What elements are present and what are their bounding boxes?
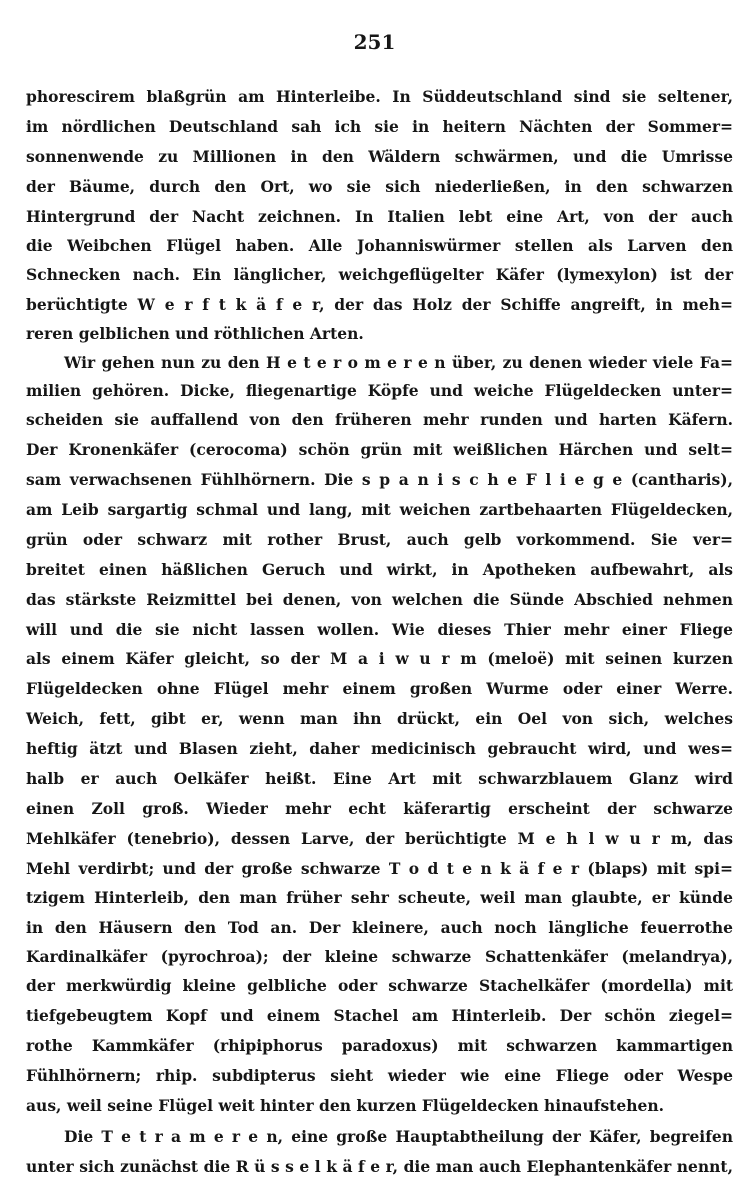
text-line: halb er auch Oelkäfer heißt. Eine Art mit schwarzblauem Glanz wird [26, 769, 733, 788]
text-line: will und die sie nicht lassen wollen. Wie dieses Thier mehr einer Fliege [26, 620, 733, 639]
text-line: breitet einen häßlichen Geruch und wirkt, in Apotheken aufbewahrt, als [26, 560, 733, 579]
text-line: tzigem Hinterleib, den man früher sehr scheute, weil man glaubte, er künde [26, 888, 733, 907]
text-line: einen Zoll groß. Wieder mehr echt käferartig erscheint der schwarze [26, 799, 733, 818]
text-line: Kardinalkäfer (pyrochroa); der kleine schwarze Schattenkäfer (melandrya), [26, 947, 733, 966]
page-number: 251 [353, 30, 396, 54]
text-line: die Weibchen Flügel haben. Alle Johanniswürmer stellen als Larven den [26, 236, 733, 255]
text-line: berüchtigte W e r f t k ä f e r, der das Holz der Schiffe angreift, in meh= [26, 295, 733, 314]
text-line: der Bäume, durch den Ort, wo sie sich niederließen, in den schwarzen [26, 177, 733, 196]
text-line: milien gehören. Dicke, fliegenartige Köpfe und weiche Flügeldecken unter= [26, 381, 733, 400]
text-line: unter sich zunächst die R ü s s e l k ä f e r, die man auch Elephantenkäfer nennt, [26, 1157, 733, 1176]
text-line: Hintergrund der Nacht zeichnen. In Italien lebt eine Art, von der auch [26, 207, 733, 226]
text-line: der merkwürdig kleine gelbliche oder schwarze Stachelkäfer (mordella) mit [26, 976, 733, 995]
text-line: im nördlichen Deutschland sah ich sie in heitern Nächten der Sommer= [26, 117, 733, 136]
text-line: Weich, fett, gibt er, wenn man ihn drückt, ein Oel von sich, welches [26, 709, 733, 728]
text-line: scheiden sie auffallend von den früheren mehr runden und harten Käfern. [26, 410, 733, 429]
text-line: Mehl verdirbt; und der große schwarze T o d t e n k ä f e r (blaps) mit spi= [26, 859, 733, 878]
text-line: phorescirem blaßgrün am Hinterleibe. In Süddeutschland sind sie seltener, [26, 87, 733, 106]
text-line: Die T e t r a m e r e n, eine große Hauptabtheilung der Käfer, begreifen [64, 1127, 733, 1146]
text-line: in den Häusern den Tod an. Der kleinere, auch noch längliche feuerrothe [26, 918, 733, 937]
text-line: Der Kronenkäfer (cerocoma) schön grün mit weißlichen Härchen und selt= [26, 440, 733, 459]
text-line: Schnecken nach. Ein länglicher, weichgeflügelter Käfer (lymexylon) ist der [26, 265, 733, 284]
text-line: das stärkste Reizmittel bei denen, von welchen die Sünde Abschied nehmen [26, 590, 733, 609]
text-line: heftig ätzt und Blasen zieht, daher medicinisch gebraucht wird, und wes= [26, 739, 733, 758]
text-line: Fühlhörnern; rhip. subdipterus sieht wieder wie eine Fliege oder Wespe [26, 1066, 733, 1085]
text-line: Flügeldecken ohne Flügel mehr einem großen Wurme oder einer Werre. [26, 679, 733, 698]
text-line: aus, weil seine Flügel weit hinter den kurzen Flügeldecken hinaufstehen. [26, 1096, 664, 1115]
text-line: als einem Käfer gleicht, so der M a i w u r m (meloë) mit seinen kurzen [26, 649, 733, 668]
text-line: sonnenwende zu Millionen in den Wäldern schwärmen, und die Umrisse [26, 147, 733, 166]
text-line: sam verwachsenen Fühlhörnern. Die s p a n i s c h e F l i e g e (cantharis), [26, 470, 733, 489]
text-line: Mehlkäfer (tenebrio), dessen Larve, der berüchtigte M e h l w u r m, das [26, 829, 733, 848]
text-line: tiefgebeugtem Kopf und einem Stachel am Hinterleib. Der schön ziegel= [26, 1006, 733, 1025]
text-line: reren gelblichen und röthlichen Arten. [26, 324, 364, 343]
text-line: grün oder schwarz mit rother Brust, auch gelb vorkommend. Sie ver= [26, 530, 733, 549]
text-line: am Leib sargartig schmal und lang, mit weichen zartbehaarten Flügeldecken, [26, 500, 733, 519]
text-line: Wir gehen nun zu den H e t e r o m e r e n über, zu denen wieder viele Fa= [64, 353, 733, 372]
text-line: rothe Kammkäfer (rhipiphorus paradoxus) mit schwarzen kammartigen [26, 1036, 733, 1055]
